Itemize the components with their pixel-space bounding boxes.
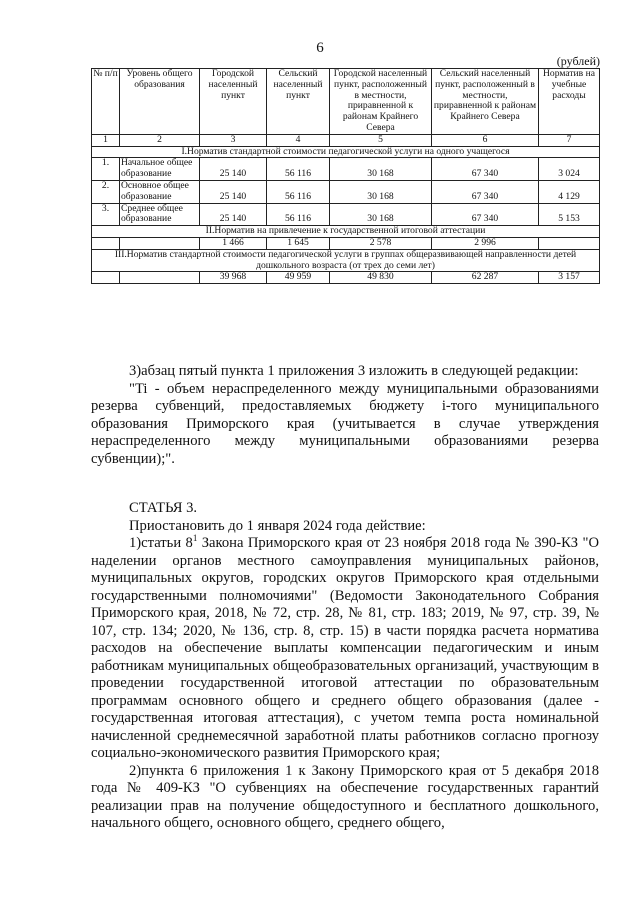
value-cell (539, 237, 600, 249)
section-title: I.Норматив стандартной стоимости педагогической услуги на одного учащегося (92, 146, 600, 158)
header-cell: Уровень общего образования (120, 69, 200, 135)
empty-cell (92, 272, 120, 284)
value-cell: 3 157 (539, 272, 600, 284)
article-item-2: 2)пункта 6 приложения 1 к Закону Приморского края от 5 декабря 2018 года № 409-КЗ "О субвенциях на обеспечение государственных гарантий реализации прав на получение общедоступного и бесплатного дошкольного, начального общего, основного общего, среднего общего, (91, 762, 599, 831)
article-intro: Приостановить до 1 января 2024 года действие: (129, 517, 426, 534)
article-item-1 (91, 535, 599, 763)
header-cell: Сельский населенный пункт, расположенный в местности, приравненной к районам Крайнего Севера (432, 69, 539, 135)
table-row (92, 203, 600, 226)
item3-intro: 3)абзац пятый пункта 1 приложения 3 изложить в следующей редакции: (129, 363, 579, 379)
item1-text: Закона Приморского края от 23 ноября 2018 года № 390-КЗ "О наделении органов местного самоуправления муниципальных районов, муниципальных округов, городских округов Приморского края отдельными государственными полномочиями" (Ведомости Законодательного Собрания Приморского края, 2018, № 72, стр. 28, № 81, стр. 183; 2019, № 97, стр. 39, № 107, стр. 134; 2020, № 136, стр. 8, стр. 15) в части порядка расчета норматива расходов на обеспечение выплаты компенсации педагогическим и иным работникам муниципальных общеобразовательных организаций, участвующим в проведении государственной итоговой аттестации по образовательным программам основного общего и среднего общего образования (далее - государственная итоговая аттестация), с учетом темпа роста номинальной начисленной среднемесячной заработной платы работников согласно прогнозу социально-экономического развития Приморского края; (91, 535, 600, 761)
article-3 (91, 500, 599, 833)
value-cell: 49 830 (330, 272, 432, 284)
currency-unit: (рублей) (556, 54, 600, 68)
value-cell: 25 140 (200, 158, 267, 181)
section-title-row (92, 249, 600, 272)
value-cell: 1 645 (267, 237, 330, 249)
table-row (92, 272, 600, 284)
education-level: Начальное общее образование (120, 158, 200, 181)
value-cell: 30 168 (330, 180, 432, 203)
education-level: Основное общее образование (120, 180, 200, 203)
page-number: 6 (316, 40, 324, 56)
superscript: 1 (192, 533, 198, 544)
value-cell: 1 466 (200, 237, 267, 249)
value-cell: 4 129 (539, 180, 600, 203)
empty-cell (120, 237, 200, 249)
column-number: 2 (120, 134, 200, 146)
value-cell: 56 116 (267, 180, 330, 203)
row-number: 3. (92, 203, 120, 226)
value-cell: 56 116 (267, 158, 330, 181)
column-number-row (92, 134, 600, 146)
section-title: II.Норматив на привлечение к государственной итоговой аттестации (92, 226, 600, 238)
value-cell: 5 153 (539, 203, 600, 226)
value-cell: 39 968 (200, 272, 267, 284)
column-number: 3 (200, 134, 267, 146)
column-number: 6 (432, 134, 539, 146)
value-cell: 62 287 (432, 272, 539, 284)
education-level: Среднее общее образование (120, 203, 200, 226)
value-cell: 67 340 (432, 203, 539, 226)
table-row (92, 158, 600, 181)
column-number: 1 (92, 134, 120, 146)
item3-quote: "Ti - объем нераспределенного между муниципальными образованиями резерва субвенций, предоставляемых бюджету i-того муниципального образования Приморского края (учитывается в случае утверждения нераспределенного между муниципальными образованиями резерва субвенции);". (91, 380, 599, 467)
empty-cell (120, 272, 200, 284)
column-number: 7 (539, 134, 600, 146)
value-cell: 67 340 (432, 180, 539, 203)
value-cell: 2 996 (432, 237, 539, 249)
amendment-text (91, 363, 599, 468)
section-title: III.Норматив стандартной стоимости педагогической услуги в группах общеразвивающей направленности детей дошкольного возраста (от трех до семи лет) (92, 249, 600, 272)
value-cell: 25 140 (200, 180, 267, 203)
column-number: 4 (267, 134, 330, 146)
value-cell: 2 578 (330, 237, 432, 249)
empty-cell (92, 237, 120, 249)
header-cell: № п/п (92, 69, 120, 135)
table-row (92, 180, 600, 203)
value-cell: 25 140 (200, 203, 267, 226)
header-cell: Сельский населенный пункт (267, 69, 330, 135)
normative-table (91, 68, 600, 284)
column-number: 5 (330, 134, 432, 146)
header-cell: Городской населенный пункт, расположенный в местности, приравненной к районам Крайнего Севера (330, 69, 432, 135)
value-cell: 30 168 (330, 203, 432, 226)
row-number: 1. (92, 158, 120, 181)
value-cell: 49 959 (267, 272, 330, 284)
header-cell: Норматив на учебные расходы (539, 69, 600, 135)
value-cell: 67 340 (432, 158, 539, 181)
header-cell: Городской населенный пункт (200, 69, 267, 135)
item1-start: 1)статьи 8 (129, 535, 193, 551)
table-header-row (92, 69, 600, 135)
section-title-row (92, 226, 600, 238)
row-number: 2. (92, 180, 120, 203)
table-row (92, 237, 600, 249)
section-title-row (92, 146, 600, 158)
value-cell: 56 116 (267, 203, 330, 226)
article-title: СТАТЬЯ 3. (129, 500, 198, 516)
value-cell: 3 024 (539, 158, 600, 181)
value-cell: 30 168 (330, 158, 432, 181)
